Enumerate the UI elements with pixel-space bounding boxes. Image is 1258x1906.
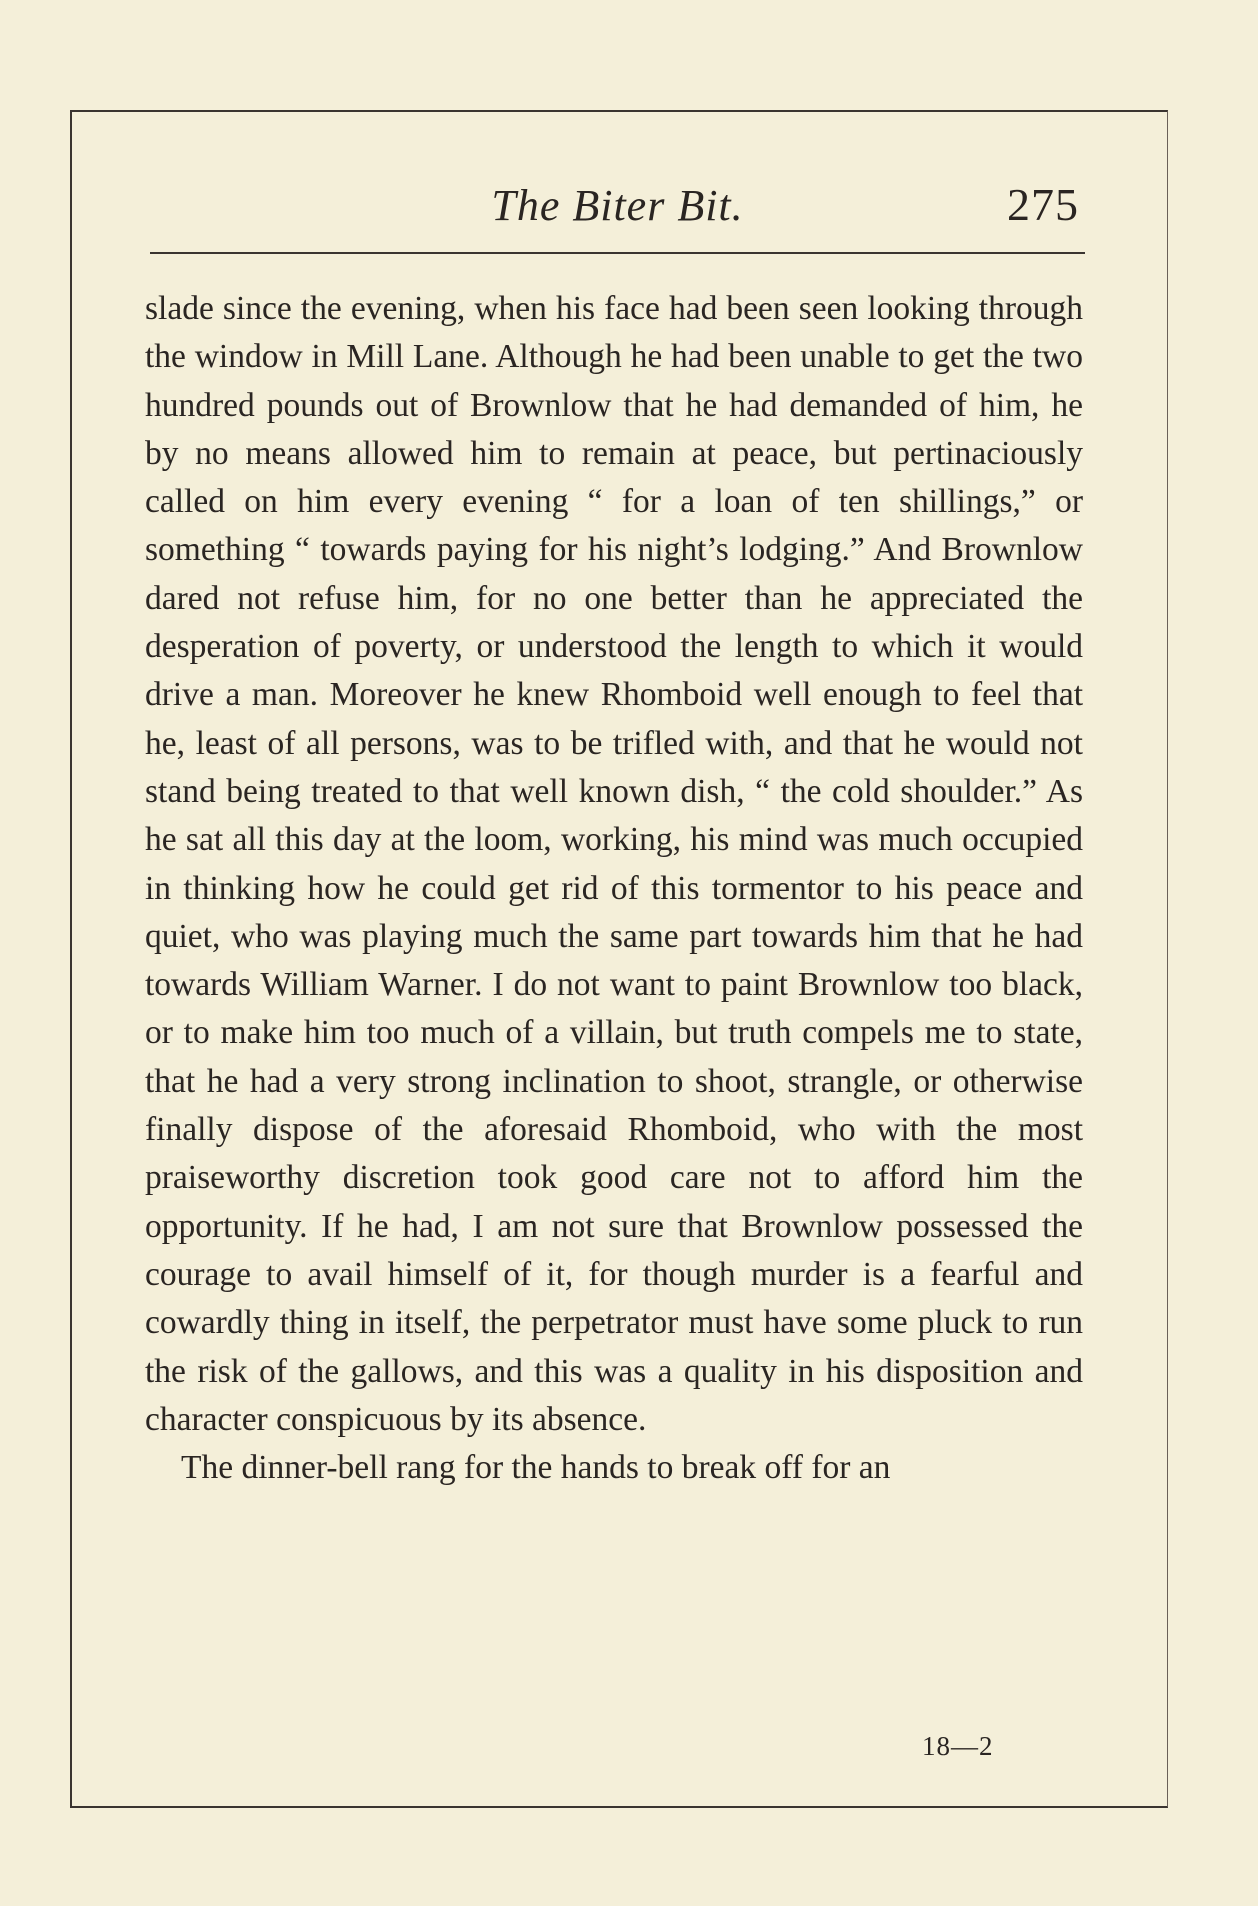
paragraph: The dinner-bell rang for the hands to break off for an: [181, 1449, 891, 1487]
paragraph: slade since the evening, when his face had been seen looking through the window in Mill Lane. Although he had been unable to get the two hundred pounds out of Brownlow that he had demanded of him, he by no means allowed him to remain at peace, but pertinaciously called on him every evening “ for a loan of ten shillings,” or something “ towards paying for his night’s lodging.” And Brownlow dared not refuse him, for no one better than he appreciated the desperation of poverty, or understood the length to which it would drive a man. Moreover he knew Rhomboid well enough to feel that he, least of all persons, was to be trifled with, and that he would not stand being treated to that well known dish, “ the cold shoulder.” As he sat all this day at the loom, working, his mind was much occupied in thinking how he could get rid of this tormentor to his peace and quiet, who was playing much the same part towards him that he had towards William Warner. I do not want to paint Brownlow too black, or to make him too much of a villain, but truth compels me to state, that he had a very strong inclination to shoot, strangle, or otherwise finally dispose of the aforesaid Rhomboid, who with the most praiseworthy discretion took good care not to afford him the opportunity. If he had, I am not sure that Brownlow possessed the courage to avail himself of it, for though murder is a fearful and cowardly thing in itself, the perpetrator must have some pluck to run the risk of the gallows, and this was a quality in his disposition and character conspicuous by its absence.: [145, 290, 1083, 1438]
signature-mark: 18—2: [922, 1731, 994, 1761]
running-header: [150, 178, 1085, 248]
body-text: [145, 285, 1083, 1492]
running-title: The Biter Bit.: [491, 181, 744, 230]
header-rule: [150, 252, 1085, 254]
page-number: 275: [1007, 179, 1079, 230]
